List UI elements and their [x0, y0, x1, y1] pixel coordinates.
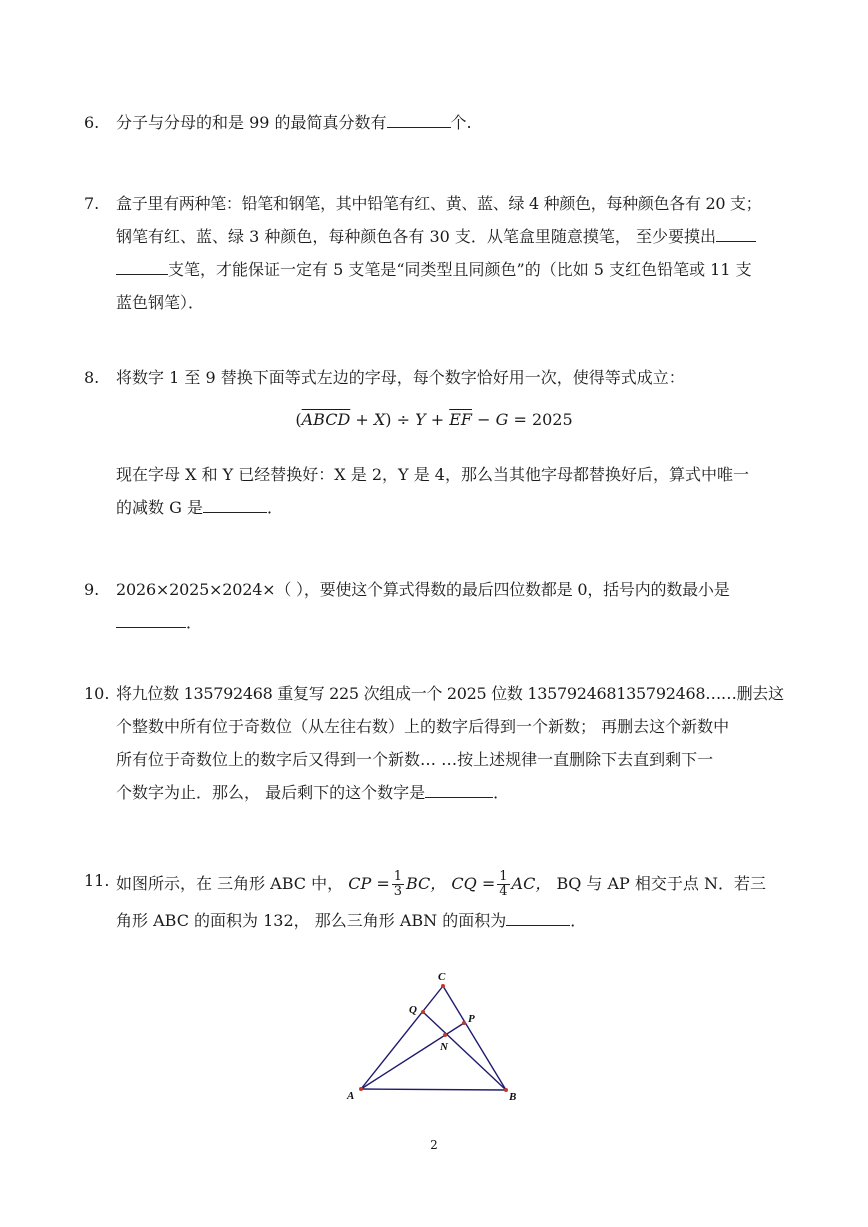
fraction-one-third: $\frac{1}{3}$ — [393, 869, 402, 899]
question-10: 10. 将九位数 135792468 重复写 225 次组成一个 2025 位数 135792468135792468……删去这 个整数中所有位于奇数位（从左往右数）上的数字后得到一个新数； 再删去这个新数中 所有位于奇数位上的数字后又得到一个新数… …按上述规律一直删除下去直到剩下一 个数字为止．那么， 最后剩下的这个数字是 ． — [84, 677, 784, 809]
point-c — [441, 984, 445, 988]
equation: (ABCD + $X) \div Y + \overline{EF} - G = 2025$ — [295, 410, 573, 429]
question-text-line-3: 所有位于奇数位上的数字后又得到一个新数… …按上述规律一直删除下去直到剩下一 — [116, 750, 714, 769]
question-text-line-2: 角形 ABC 的面积为 132， 那么三角形 ABN 的面积为 — [116, 911, 507, 930]
question-text-line-3: 的减数 G 是 — [116, 498, 203, 517]
question-text-line-2: 个整数中所有位于奇数位（从左往右数）上的数字后得到一个新数； 再删去这个新数中 — [116, 717, 730, 736]
question-text-line-4: 个数字为止．那么， 最后剩下的这个数字是 — [116, 783, 426, 802]
label-c: C — [438, 971, 446, 983]
label-q: Q — [409, 1004, 417, 1016]
question-text-line-3: 支笔，才能保证一定有 5 支笔是“同类型且同颜色”的（比如 5 支红色铅笔或 11 支 — [168, 260, 752, 279]
segment-ap — [361, 1023, 464, 1089]
question-text-line-2: 现在字母 X 和 Y 已经替换好：X 是 2，Y 是 4，那么当其他字母都替换好后，算式中唯一 — [116, 465, 749, 484]
label-p: P — [468, 1013, 475, 1025]
side-bc — [443, 986, 506, 1090]
question-text-end: 个. — [450, 113, 472, 132]
question-text-line-1: 将数字 1 至 9 替换下面等式左边的字母，每个数字恰好用一次，使得等式成立： — [116, 368, 685, 387]
question-text-line-2: 钢笔有红、蓝、绿 3 种颜色，每种颜色各有 30 支．从笔盒里随意摸笔， 至少要摸出 — [116, 227, 716, 246]
question-number: 11. — [84, 871, 110, 890]
overlined-abcd: ABCD — [301, 410, 351, 429]
question-text-line-1: 将九位数 135792468 重复写 225 次组成一个 2025 位数 135792468135792468……删去这 — [116, 684, 784, 703]
question-number: 9. — [84, 580, 100, 599]
question-8-continued: 现在字母 X 和 Y 已经替换好：X 是 2，Y 是 4，那么当其他字母都替换好后，算式中唯一 的减数 G 是 ． — [84, 458, 784, 524]
page-number: 2 — [430, 1138, 438, 1152]
question-text-line-1: 如图所示，在 三角形 ABC 中， — [116, 874, 344, 893]
question-text-line-1: 2026×2025×2024×（ ），要使这个算式得数的最后四位数都是 0，括号内的数最小是 — [116, 580, 730, 599]
label-b: B — [509, 1091, 517, 1103]
question-11: 11. 如图所示，在 三角形 ABC 中， CP = $\frac{1}{3}$ BC， CQ = $\frac{1}{4}$ AC， BQ 与 AP 相交于点 N．若三 角形 ABC 的面积为 132， 那么三角形 ABN 的面积为 ． — [84, 864, 784, 937]
question-text-line-4: 蓝色钢笔）． — [116, 293, 205, 312]
overlined-ef: $\overline{EF}$ — [449, 410, 472, 429]
side-ac — [361, 986, 443, 1089]
label-n: N — [440, 1041, 448, 1053]
question-text: 分子与分母的和是 99 的最简真分数有 — [116, 113, 387, 132]
point-b — [504, 1088, 508, 1092]
label-a: A — [347, 1090, 355, 1102]
question-number: 7. — [84, 194, 100, 213]
point-a — [359, 1087, 363, 1091]
question-number: 10. — [84, 684, 110, 703]
point-n — [443, 1033, 447, 1037]
side-ab — [361, 1089, 506, 1090]
question-text-line-1: 盒子里有两种笔：铅笔和钢笔，其中铅笔有红、黄、蓝、绿 4 种颜色，每种颜色各有 20 支； — [116, 194, 762, 213]
point-p — [462, 1021, 466, 1025]
question-number: 8. — [84, 368, 100, 387]
point-q — [421, 1010, 425, 1014]
fraction-one-quarter: $\frac{1}{4}$ — [499, 869, 508, 899]
question-number: 6. — [84, 113, 100, 132]
question-9: 9. 2026×2025×2024×（ ），要使这个算式得数的最后四位数都是 0，括号内的数最小是 ． — [84, 573, 784, 639]
